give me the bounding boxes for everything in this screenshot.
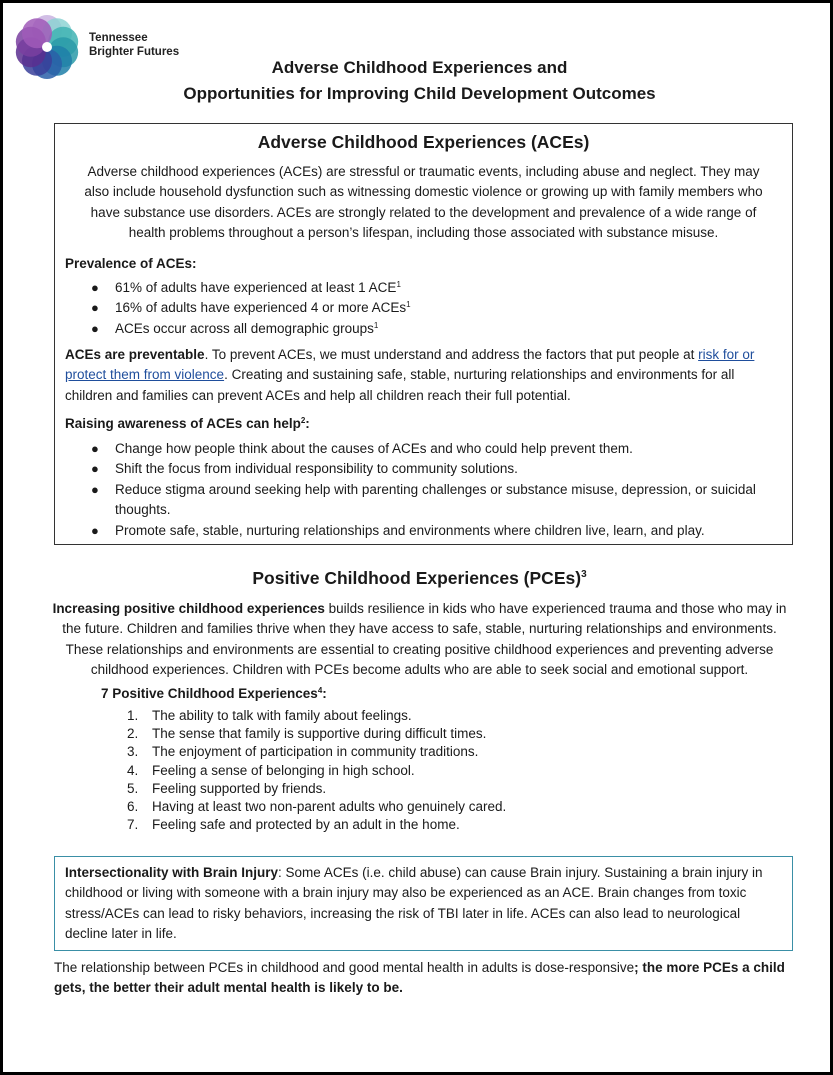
pce-text: Having at least two non-parent adults who genuinely cared. <box>152 799 507 815</box>
brain-injury-box <box>54 856 793 951</box>
list-item <box>55 319 792 339</box>
list-item <box>55 459 767 479</box>
closing-paragraph <box>54 958 794 999</box>
pce-text: The enjoyment of participation in community traditions. <box>152 744 479 760</box>
list-item <box>55 480 767 521</box>
aces-intro-line: have substance use disorders. ACEs are strongly related to the development and prevalence of a wide range of <box>90 204 757 220</box>
preventable-text1: . To prevent ACEs, we must understand and address the factors that put people at <box>204 347 699 362</box>
list-item <box>55 278 792 298</box>
prevalence-list <box>55 278 792 339</box>
pce-text: Feeling supported by friends. <box>152 780 327 796</box>
document-title-line1: Adverse Childhood Experiences and <box>271 58 568 77</box>
list-number: 5. <box>127 780 139 796</box>
bullet-icon: ● <box>91 461 99 477</box>
list-item <box>55 298 792 318</box>
bullet-icon: ● <box>91 441 99 456</box>
prevalence-text: ACEs occur across all demographic groups <box>115 320 374 336</box>
footnote-ref: 2 <box>300 416 306 425</box>
pces-intro-rest: builds resilience in kids who have experienced trauma and those who may in the future. Children and families thrive when they have access to safe, stable, nurturing relationships and environments. These relationships and environments are essential to creating positive childhood experiences and preventing adverse childhood experiences. Children with PCEs become adults who are able to seek social and emotional support. <box>62 601 787 678</box>
list-item <box>55 521 767 541</box>
document-title <box>3 55 833 107</box>
aces-intro-line: also include household dysfunction such as witnessing domestic violence or growing up with family members who <box>84 184 763 200</box>
aces-section-box <box>54 123 793 545</box>
list-item <box>3 780 703 798</box>
awareness-heading <box>65 416 310 431</box>
logo-center <box>42 42 52 52</box>
list-item <box>3 798 703 816</box>
pces-list <box>3 707 703 834</box>
awareness-text: Change how people think about the causes of ACEs and who could help prevent them. <box>115 441 633 456</box>
awareness-text: Reduce stigma around seeking help with parenting challenges or substance misuse, depression, or suicidal thoughts. <box>115 481 756 518</box>
closing-text: The relationship between PCEs in childhood and good mental health in adults is dose-responsive <box>54 960 635 975</box>
prevalence-heading: Prevalence of ACEs: <box>65 256 197 271</box>
aces-intro <box>55 162 792 244</box>
pce-text: The sense that family is supportive during difficult times. <box>152 726 487 742</box>
risk-protect-link[interactable]: risk for or protect them from violence <box>65 347 755 383</box>
aces-intro-line: health problems throughout a person’s lifespan, including those associated with substance misuse. <box>128 225 719 241</box>
list-number: 4. <box>127 762 139 778</box>
pces-heading <box>3 568 833 589</box>
bullet-icon: ● <box>91 320 99 336</box>
footnote-ref: 1 <box>406 300 411 310</box>
preventable-paragraph <box>65 345 777 406</box>
awareness-list <box>55 439 767 541</box>
org-name-line2: Brighter Futures <box>89 46 180 58</box>
pce-text: The ability to talk with family about feelings. <box>152 708 412 723</box>
list-number: 7. <box>127 817 139 833</box>
list-item <box>3 707 703 725</box>
footnote-ref: 1 <box>373 320 379 330</box>
footnote-ref: 1 <box>396 280 401 289</box>
brain-injury-text: : Some ACEs (i.e. child abuse) can cause Brain injury. Sustaining a brain injury in childhood or living with someone with a brain injury may also be experienced as an ACE. Brain changes from toxic stress/ACEs can lead to risky behaviors, increasing the risk of TBI later in life. ACEs can also lead to neurological decline later in life. <box>65 865 763 942</box>
list-number: 2. <box>127 726 139 742</box>
awareness-text: Promote safe, stable, nurturing relationships and environments where children live, learn, and play. <box>115 522 705 538</box>
awareness-colon: : <box>305 416 310 431</box>
list-item <box>3 725 703 743</box>
list-item <box>3 816 703 834</box>
bullet-icon: ● <box>91 280 99 295</box>
pces-heading-text: Positive Childhood Experiences (PCEs) <box>252 568 582 588</box>
pce-text: Feeling a sense of belonging in high school. <box>152 762 415 778</box>
pces-list-heading-text: 7 Positive Childhood Experiences <box>101 686 318 701</box>
brain-injury-bold: Intersectionality with Brain Injury <box>65 865 279 880</box>
preventable-text2: . Creating and sustaining safe, stable, nurturing relationships and environments for all children and families can prevent ACEs and help all children reach their full potential. <box>65 367 735 403</box>
list-item <box>3 762 703 780</box>
pce-text: Feeling safe and protected by an adult in the home. <box>152 817 460 833</box>
bullet-icon: ● <box>91 522 99 538</box>
awareness-text: Shift the focus from individual responsibility to community solutions. <box>115 461 518 477</box>
list-number: 1. <box>127 708 139 723</box>
org-name-line1: Tennessee <box>89 32 148 44</box>
footnote-ref: 3 <box>581 569 587 580</box>
prevalence-text: 16% of adults have experienced 4 or more ACEs <box>115 300 407 316</box>
bullet-icon: ● <box>91 481 99 497</box>
pces-list-colon: : <box>322 686 327 701</box>
list-item <box>3 743 703 761</box>
footnote-ref: 4 <box>317 686 323 695</box>
aces-heading: Adverse Childhood Experiences (ACEs) <box>257 132 590 152</box>
pces-intro-bold: Increasing positive childhood experiences <box>52 601 325 616</box>
awareness-heading-text: Raising awareness of ACEs can help <box>65 416 301 431</box>
pces-list-heading <box>101 686 327 701</box>
list-item <box>55 439 767 459</box>
list-number: 6. <box>127 799 139 815</box>
bullet-icon: ● <box>91 300 99 316</box>
pces-intro <box>51 599 788 681</box>
list-number: 3. <box>127 744 139 760</box>
prevalence-text: 61% of adults have experienced at least 1 ACE <box>115 280 397 295</box>
aces-intro-line: Adverse childhood experiences (ACEs) are stressful or traumatic events, including abuse and neglect. They may <box>87 164 760 179</box>
preventable-bold: ACEs are preventable <box>65 347 205 362</box>
closing-bold: ; the more PCEs a child gets, the better their adult mental health is likely to be. <box>54 960 785 996</box>
document-title-line2: Opportunities for Improving Child Development Outcomes <box>183 84 656 103</box>
